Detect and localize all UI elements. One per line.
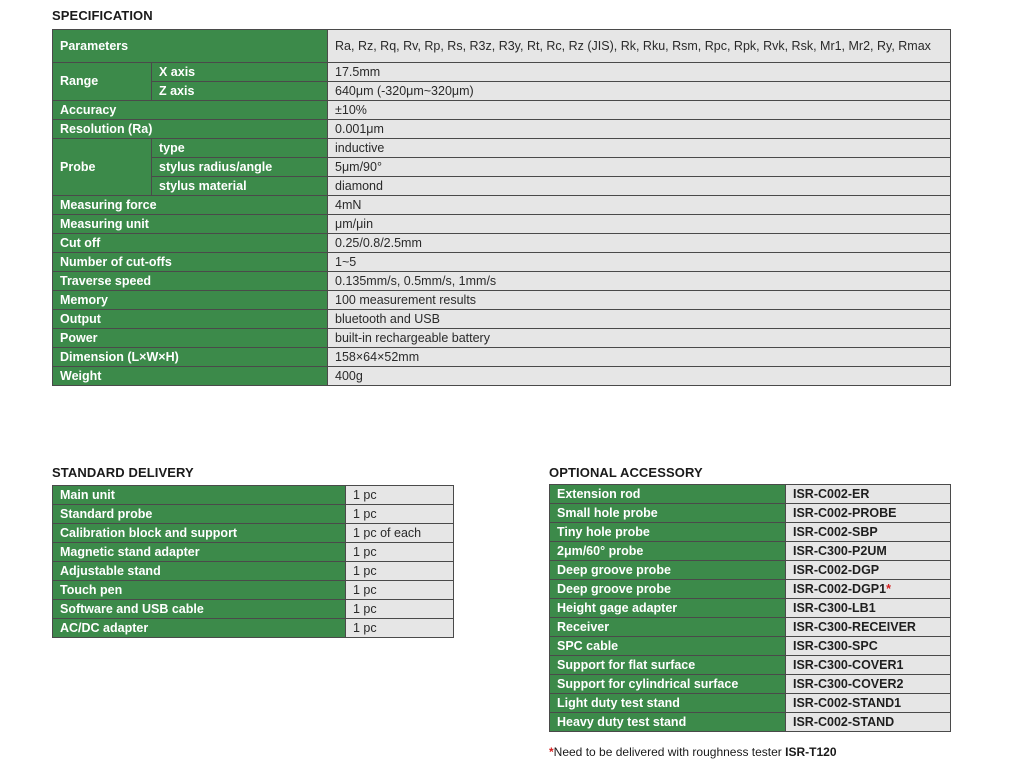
- accessory-row: [550, 580, 951, 599]
- footnote: [549, 745, 837, 759]
- delivery-item: Touch pen: [53, 581, 346, 600]
- accessory-code: ISR-C002-STAND: [786, 713, 951, 732]
- spec-sublabel-x-axis: X axis: [152, 63, 328, 82]
- accessory-item: Tiny hole probe: [550, 523, 786, 542]
- spec-label: Output: [53, 310, 328, 329]
- accessory-row: [550, 675, 951, 694]
- spec-row: [53, 253, 951, 272]
- spec-value-material: diamond: [328, 177, 951, 196]
- spec-row-probe-type: [53, 139, 951, 158]
- spec-row: [53, 215, 951, 234]
- spec-value: 0.135mm/s, 0.5mm/s, 1mm/s: [328, 272, 951, 291]
- spec-value: 100 measurement results: [328, 291, 951, 310]
- accessory-row: [550, 599, 951, 618]
- accessory-item: Deep groove probe: [550, 580, 786, 599]
- delivery-item: Adjustable stand: [53, 562, 346, 581]
- delivery-qty: 1 pc: [346, 505, 454, 524]
- accessory-row: [550, 713, 951, 732]
- spec-value-stylus: 5μm/90°: [328, 158, 951, 177]
- spec-row: [53, 367, 951, 386]
- spec-row-range-x: [53, 63, 951, 82]
- accessory-code: ISR-C002-DGP: [786, 561, 951, 580]
- delivery-item: Magnetic stand adapter: [53, 543, 346, 562]
- spec-value: 0.25/0.8/2.5mm: [328, 234, 951, 253]
- spec-value-probe-type: inductive: [328, 139, 951, 158]
- spec-value: built-in rechargeable battery: [328, 329, 951, 348]
- spec-sublabel-material: stylus material: [152, 177, 328, 196]
- delivery-row: [53, 600, 454, 619]
- accessory-item: SPC cable: [550, 637, 786, 656]
- asterisk-mark: *: [886, 581, 891, 596]
- footnote-model: ISR-T120: [785, 745, 837, 759]
- spec-row-probe-stylus: [53, 158, 951, 177]
- optional-accessory-title: OPTIONAL ACCESSORY: [549, 465, 703, 480]
- spec-sublabel-probe-type: type: [152, 139, 328, 158]
- spec-row: [53, 120, 951, 139]
- accessory-item: Support for flat surface: [550, 656, 786, 675]
- specification-title: SPECIFICATION: [52, 8, 153, 23]
- accessory-item: Extension rod: [550, 485, 786, 504]
- spec-value: μm/μin: [328, 215, 951, 234]
- spec-label-probe: Probe: [53, 139, 152, 196]
- spec-label: Number of cut-offs: [53, 253, 328, 272]
- accessory-code: ISR-C300-SPC: [786, 637, 951, 656]
- spec-label: Measuring unit: [53, 215, 328, 234]
- accessory-code: ISR-C300-COVER1: [786, 656, 951, 675]
- delivery-item: Main unit: [53, 486, 346, 505]
- accessory-row: [550, 618, 951, 637]
- footnote-text: Need to be delivered with roughness tester: [553, 745, 786, 759]
- spec-label: Power: [53, 329, 328, 348]
- delivery-qty: 1 pc: [346, 619, 454, 638]
- delivery-qty: 1 pc: [346, 581, 454, 600]
- accessory-item: Heavy duty test stand: [550, 713, 786, 732]
- accessory-code: ISR-C300-RECEIVER: [786, 618, 951, 637]
- spec-row: [53, 272, 951, 291]
- accessory-item: Height gage adapter: [550, 599, 786, 618]
- accessory-item: Deep groove probe: [550, 561, 786, 580]
- spec-label: Memory: [53, 291, 328, 310]
- spec-row: [53, 329, 951, 348]
- delivery-item: Standard probe: [53, 505, 346, 524]
- accessory-code: ISR-C002-SBP: [786, 523, 951, 542]
- delivery-qty: 1 pc of each: [346, 524, 454, 543]
- spec-row: [53, 234, 951, 253]
- spec-row: [53, 291, 951, 310]
- spec-value: 1~5: [328, 253, 951, 272]
- delivery-row: [53, 524, 454, 543]
- spec-label: Weight: [53, 367, 328, 386]
- spec-label: Cut off: [53, 234, 328, 253]
- accessory-row: [550, 637, 951, 656]
- spec-label: Traverse speed: [53, 272, 328, 291]
- accessory-code: ISR-C300-COVER2: [786, 675, 951, 694]
- accessory-row: [550, 561, 951, 580]
- footnote-asterisk: *: [549, 745, 554, 759]
- accessory-code: ISR-C300-LB1: [786, 599, 951, 618]
- spec-row: [53, 348, 951, 367]
- accessory-code: ISR-C002-ER: [786, 485, 951, 504]
- specification-table: [52, 29, 951, 386]
- accessory-item: Receiver: [550, 618, 786, 637]
- spec-row-parameters: [53, 30, 951, 63]
- accessory-row: [550, 485, 951, 504]
- accessory-code: ISR-C002-DGP1: [793, 581, 887, 596]
- spec-value: bluetooth and USB: [328, 310, 951, 329]
- spec-label: Accuracy: [53, 101, 328, 120]
- spec-value: 0.001μm: [328, 120, 951, 139]
- delivery-row: [53, 486, 454, 505]
- accessory-row: [550, 542, 951, 561]
- delivery-row: [53, 562, 454, 581]
- accessory-row: [550, 523, 951, 542]
- standard-delivery-table: [52, 485, 454, 638]
- accessory-item: Small hole probe: [550, 504, 786, 523]
- delivery-qty: 1 pc: [346, 600, 454, 619]
- delivery-qty: 1 pc: [346, 562, 454, 581]
- accessory-row: [550, 504, 951, 523]
- accessory-item: Light duty test stand: [550, 694, 786, 713]
- delivery-row: [53, 619, 454, 638]
- spec-label: Measuring force: [53, 196, 328, 215]
- spec-value: 4mN: [328, 196, 951, 215]
- delivery-item: Software and USB cable: [53, 600, 346, 619]
- spec-label: Dimension (L×W×H): [53, 348, 328, 367]
- accessory-item: 2μm/60° probe: [550, 542, 786, 561]
- delivery-row: [53, 543, 454, 562]
- spec-row-probe-material: [53, 177, 951, 196]
- spec-row-range-z: [53, 82, 951, 101]
- delivery-row: [53, 505, 454, 524]
- standard-delivery-title: STANDARD DELIVERY: [52, 465, 194, 480]
- accessory-row: [550, 656, 951, 675]
- spec-row: [53, 101, 951, 120]
- spec-row: [53, 310, 951, 329]
- spec-value: 400g: [328, 367, 951, 386]
- spec-value: ±10%: [328, 101, 951, 120]
- accessory-code: ISR-C300-P2UM: [786, 542, 951, 561]
- spec-sublabel-stylus: stylus radius/angle: [152, 158, 328, 177]
- delivery-qty: 1 pc: [346, 486, 454, 505]
- spec-label: Resolution (Ra): [53, 120, 328, 139]
- spec-value: 158×64×52mm: [328, 348, 951, 367]
- spec-value-x-axis: 17.5mm: [328, 63, 951, 82]
- accessory-code-with-mark: [786, 580, 951, 599]
- delivery-item: Calibration block and support: [53, 524, 346, 543]
- spec-value-parameters: Ra, Rz, Rq, Rv, Rp, Rs, R3z, R3y, Rt, Rc, Rz (JIS), Rk, Rku, Rsm, Rpc, Rpk, Rvk, Rsk, Mr1, Mr2, Ry, Rmax: [328, 30, 951, 63]
- spec-label-range: Range: [53, 63, 152, 101]
- accessory-item: Support for cylindrical surface: [550, 675, 786, 694]
- delivery-row: [53, 581, 454, 600]
- delivery-item: AC/DC adapter: [53, 619, 346, 638]
- accessory-code: ISR-C002-PROBE: [786, 504, 951, 523]
- optional-accessory-table: [549, 484, 951, 732]
- delivery-qty: 1 pc: [346, 543, 454, 562]
- spec-label-parameters: Parameters: [53, 30, 328, 63]
- spec-value-z-axis: 640μm (-320μm~320μm): [328, 82, 951, 101]
- spec-row: [53, 196, 951, 215]
- accessory-code: ISR-C002-STAND1: [786, 694, 951, 713]
- accessory-row: [550, 694, 951, 713]
- spec-sublabel-z-axis: Z axis: [152, 82, 328, 101]
